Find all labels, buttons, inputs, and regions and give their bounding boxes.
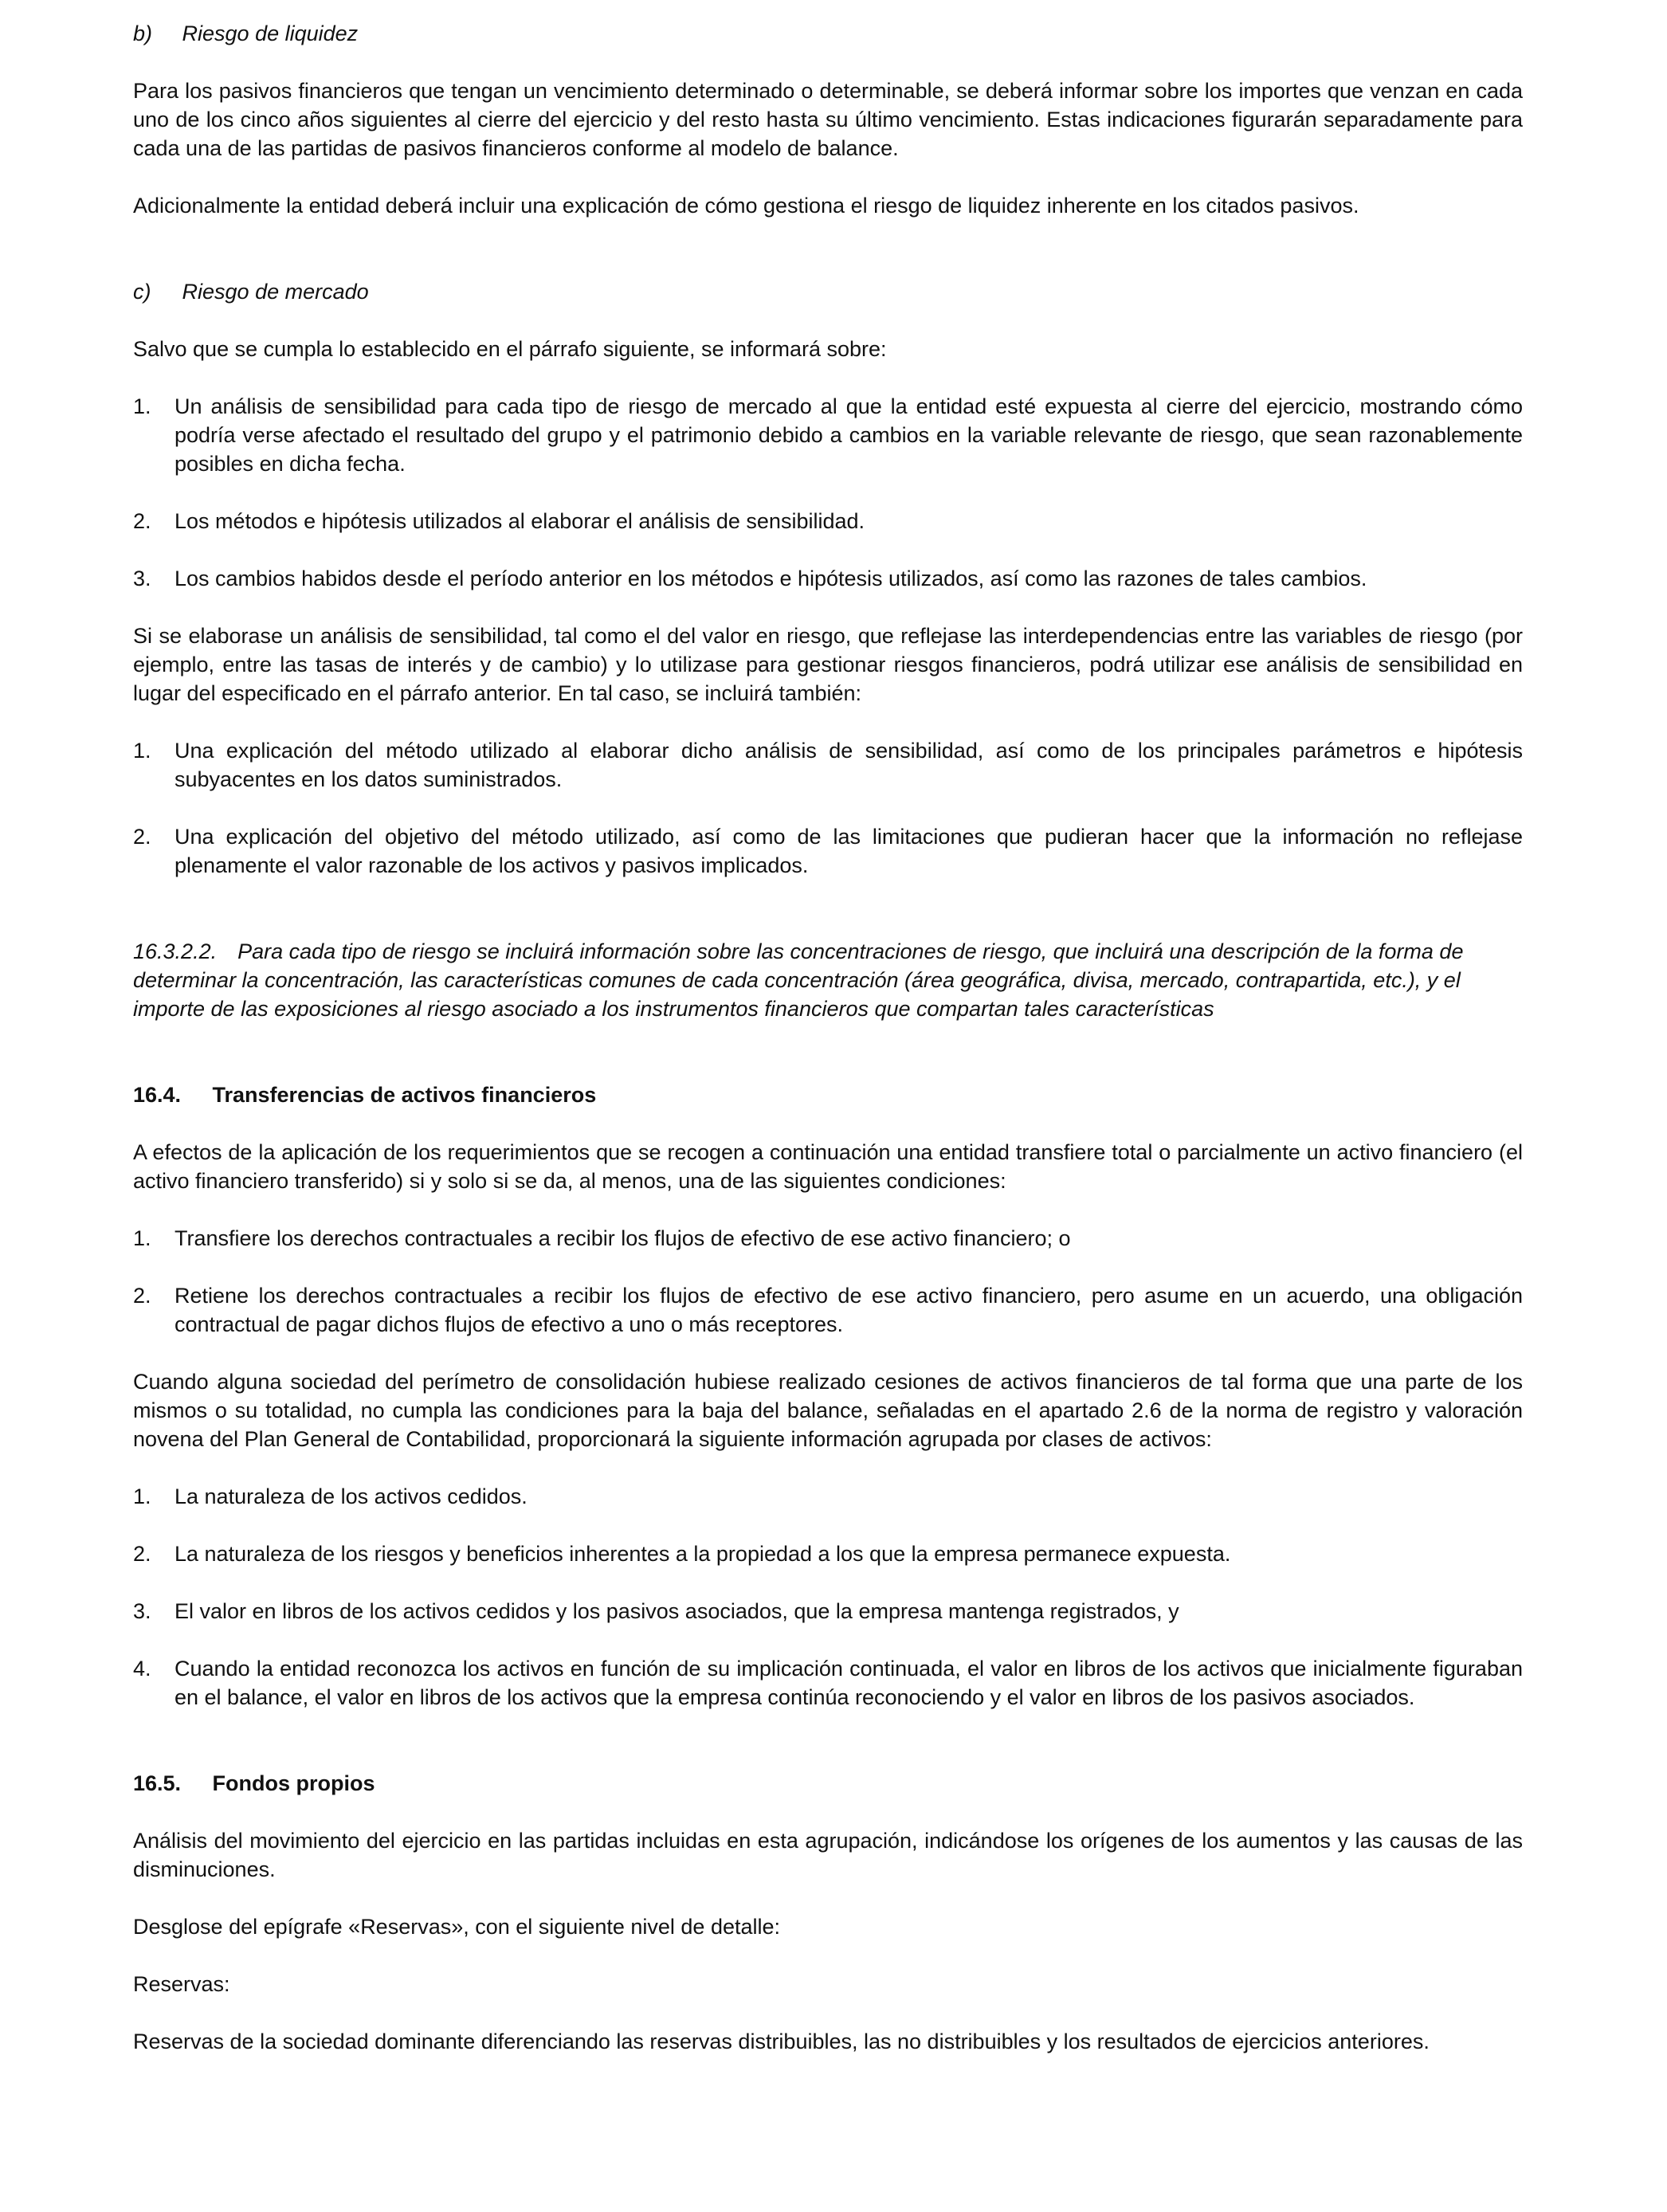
- section-b-title-text: Riesgo de liquidez: [182, 22, 359, 45]
- list-item-text: Una explicación del método utilizado al elaborar dicho análisis de sensibilidad, así como de los principales parámetros e hipótesis subyacentes en los datos suministrados.: [175, 739, 1523, 791]
- section-b-title: [133, 19, 1523, 48]
- section-c-label: c): [133, 280, 151, 304]
- list-item-number: 1.: [133, 1226, 151, 1250]
- document-page: [133, 19, 1523, 2085]
- list-item: [133, 1597, 1523, 1626]
- list-item-number: 4.: [133, 1657, 151, 1681]
- section-16-4-list-2: [133, 1482, 1523, 1712]
- list-item-text: Los cambios habidos desde el período anterior en los métodos e hipótesis utilizados, así como las razones de tales cambios.: [175, 567, 1367, 590]
- section-c-title-text: Riesgo de mercado: [182, 280, 369, 304]
- section-16-5-paragraph-4: Reservas de la sociedad dominante diferenciando las reservas distribuibles, las no distribuibles y los resultados de ejercicios anteriores.: [133, 2030, 1430, 2053]
- section-16-4-intro: A efectos de la aplicación de los requerimientos que se recogen a continuación una entidad transfiere total o parcialmente un activo financiero (el activo financiero transferido) si y solo si se da, al menos, una de las siguientes condiciones:: [133, 1140, 1523, 1193]
- list-item-text: El valor en libros de los activos cedidos y los pasivos asociados, que la empresa mantenga registrados, y: [175, 1599, 1179, 1623]
- section-16-3-2-2-paragraph: [133, 937, 1523, 1023]
- list-item-text: Retiene los derechos contractuales a recibir los flujos de efectivo de ese activo financiero, pero asume en un acuerdo, una obligación contractual de pagar dichos flujos de efectivo a uno o más receptores.: [175, 1284, 1523, 1336]
- section-b-label: b): [133, 22, 153, 45]
- list-item: [133, 507, 1523, 535]
- list-item: [133, 822, 1523, 880]
- section-16-3-2-2-text: Para cada tipo de riesgo se incluirá información sobre las concentraciones de riesgo, que incluirá una descripción de la forma de determinar la concentración, las características comunes de cada concentración (área geográfica, divisa, mercado, contrapartida, etc.), y el importe de las exposiciones al riesgo asociado a los instrumentos financieros que compartan tales características: [133, 939, 1464, 1021]
- section-c-list-2: [133, 736, 1523, 880]
- section-b-paragraph-1: Para los pasivos financieros que tengan un vencimiento determinado o determinable, se deberá informar sobre los importes que venzan en cada uno de los cinco años siguientes al cierre del ejercicio y del resto hasta su último vencimiento. Estas indicaciones figurarán separadamente para cada una de las partidas de pasivos financieros conforme al modelo de balance.: [133, 79, 1523, 160]
- section-16-5-paragraph-3: Reservas:: [133, 1972, 230, 1996]
- section-16-3-2-2-number: 16.3.2.2.: [133, 939, 218, 963]
- section-16-5-number: 16.5.: [133, 1771, 182, 1795]
- list-item-text: Un análisis de sensibilidad para cada tipo de riesgo de mercado al que la entidad esté expuesta al cierre del ejercicio, mostrando cómo podría verse afectado el resultado del grupo y el patrimonio debido a cambios en la variable relevante de riesgo, que sean razonablemente posibles en dicha fecha.: [175, 394, 1523, 476]
- list-item: [133, 564, 1523, 593]
- list-item-text: Una explicación del objetivo del método utilizado, así como de las limitaciones que pudieran hacer que la información no reflejase plenamente el valor razonable de los activos y pasivos implicados.: [175, 825, 1523, 877]
- section-16-4-paragraph-2: Cuando alguna sociedad del perímetro de consolidación hubiese realizado cesiones de activos financieros de tal forma que una parte de los mismos o su totalidad, no cumpla las condiciones para la baja del balance, señaladas en el apartado 2.6 de la norma de registro y valoración novena del Plan General de Contabilidad, proporcionará la siguiente información agrupada por clases de activos:: [133, 1370, 1523, 1451]
- section-16-4-title: Transferencias de activos financieros: [212, 1083, 597, 1107]
- list-item: [133, 1539, 1523, 1568]
- list-item-number: 2.: [133, 1542, 151, 1566]
- list-item-number: 1.: [133, 394, 151, 418]
- section-16-4-heading: [133, 1081, 1523, 1109]
- section-c-alternative-paragraph: Si se elaborase un análisis de sensibilidad, tal como el del valor en riesgo, que reflejase las interdependencias entre las variables de riesgo (por ejemplo, entre las tasas de interés y de cambio) y lo utilizase para gestionar riesgos financieros, podrá utilizar ese análisis de sensibilidad en lugar del especificado en el párrafo anterior. En tal caso, se incluirá también:: [133, 624, 1523, 705]
- list-item-number: 2.: [133, 509, 151, 533]
- section-16-5-paragraph-2: Desglose del epígrafe «Reservas», con el siguiente nivel de detalle:: [133, 1915, 781, 1939]
- list-item-number: 1.: [133, 739, 151, 763]
- list-item-text: Transfiere los derechos contractuales a recibir los flujos de efectivo de ese activo financiero; o: [175, 1226, 1071, 1250]
- list-item: [133, 1654, 1523, 1712]
- section-c-list-1: [133, 392, 1523, 593]
- list-item: [133, 1482, 1523, 1511]
- list-item: [133, 1224, 1523, 1253]
- list-item: [133, 392, 1523, 478]
- section-16-5-paragraph-1: Análisis del movimiento del ejercicio en las partidas incluidas en esta agrupación, indicándose los orígenes de los aumentos y las causas de las disminuciones.: [133, 1829, 1523, 1881]
- list-item: [133, 1281, 1523, 1339]
- list-item-number: 2.: [133, 1284, 151, 1308]
- list-item-number: 1.: [133, 1484, 151, 1508]
- section-b-paragraph-2: Adicionalmente la entidad deberá incluir una explicación de cómo gestiona el riesgo de liquidez inherente en los citados pasivos.: [133, 194, 1359, 218]
- section-c-intro: Salvo que se cumpla lo establecido en el párrafo siguiente, se informará sobre:: [133, 337, 887, 361]
- list-item: [133, 736, 1523, 794]
- list-item-number: 3.: [133, 1599, 151, 1623]
- list-item-text: Cuando la entidad reconozca los activos en función de su implicación continuada, el valor en libros de los activos que inicialmente figuraban en el balance, el valor en libros de los activos que la empresa continúa reconociendo y el valor en libros de los pasivos asociados.: [175, 1657, 1523, 1709]
- section-16-5-title: Fondos propios: [212, 1771, 375, 1795]
- list-item-text: La naturaleza de los riesgos y beneficios inherentes a la propiedad a los que la empresa permanece expuesta.: [175, 1542, 1231, 1566]
- section-c-title: [133, 277, 1523, 306]
- list-item-number: 3.: [133, 567, 151, 590]
- list-item-number: 2.: [133, 825, 151, 849]
- section-16-4-number: 16.4.: [133, 1083, 182, 1107]
- section-16-4-list-1: [133, 1224, 1523, 1339]
- list-item-text: Los métodos e hipótesis utilizados al elaborar el análisis de sensibilidad.: [175, 509, 865, 533]
- list-item-text: La naturaleza de los activos cedidos.: [175, 1484, 528, 1508]
- section-16-5-heading: [133, 1769, 1523, 1798]
